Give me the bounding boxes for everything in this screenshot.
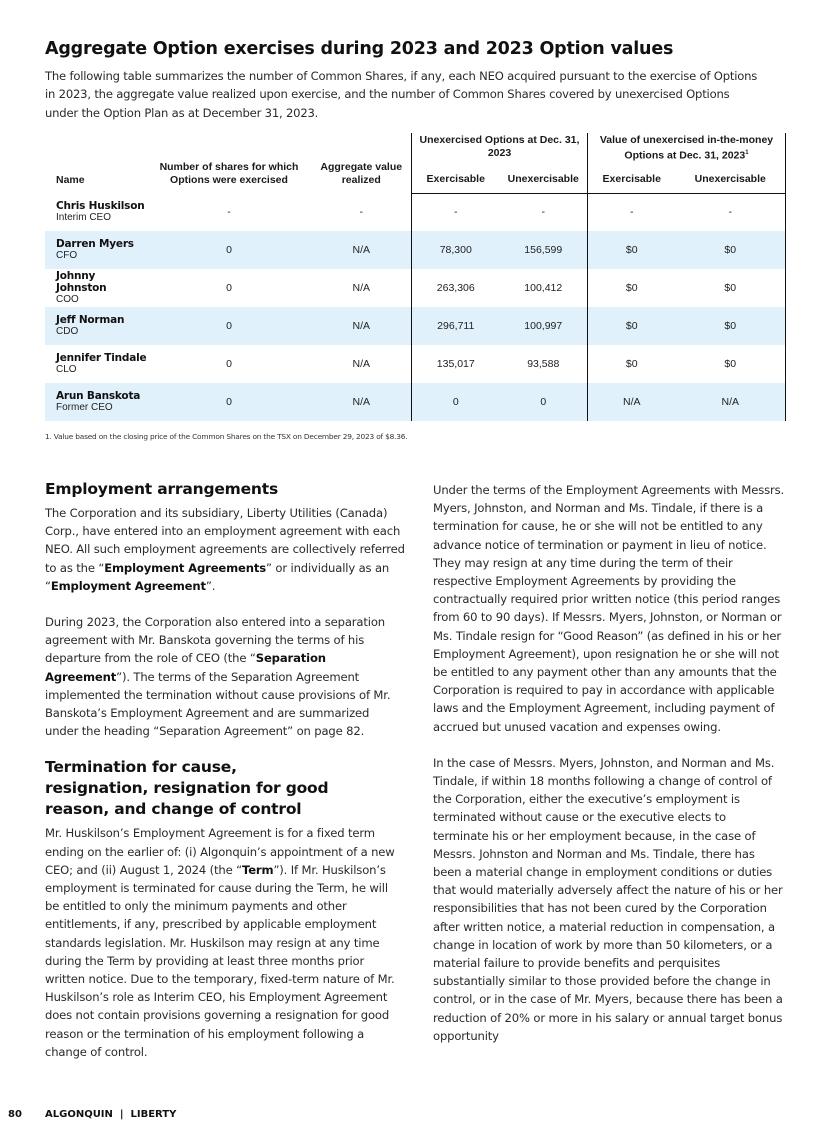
value-unexercisable: $0	[676, 269, 786, 307]
header-group-value	[588, 133, 786, 173]
aggregate-value: N/A	[312, 383, 412, 421]
text: Mr. Huskilson’s Employment Agreement is for a fixed term ending on the earlier of: (i) Algonquin’s appointment of a new CEO; and (ii) August 1, 2024 (the “	[45, 826, 395, 877]
unexercised-exercisable: -	[412, 193, 500, 231]
shares-exercised: -	[227, 206, 231, 218]
aggregate-value: N/A	[312, 231, 412, 269]
defined-term: Employment Agreement	[50, 578, 206, 593]
table-row	[45, 383, 786, 421]
section-title: Aggregate Option exercises during 2023 and 2023 Option values	[45, 39, 674, 59]
shares-exercised: 0	[226, 358, 232, 370]
neo-name: Chris Huskilson	[56, 200, 145, 212]
text: The Corporation and its subsidiary, Liberty Utilities (Canada) Corp., have entered into an employment agreement with each NEO. All such employment agreements are collectively referred to as the “	[45, 506, 405, 575]
neo-role: Former CEO	[56, 402, 113, 413]
value-unexercisable: -	[676, 193, 786, 231]
header-group-unexercised: Unexercised Options at Dec. 31, 2023	[412, 133, 588, 173]
neo-role: Interim CEO	[56, 212, 112, 223]
unexercised-exercisable: 263,306	[412, 269, 500, 307]
paragraph-separation-agreement	[45, 613, 405, 740]
brand-name: ALGONQUIN | LIBERTY	[45, 1109, 177, 1120]
page-number: 80	[8, 1109, 22, 1120]
header-unexercised-exercisable: Exercisable	[412, 173, 500, 193]
neo-name: Darren Myers	[56, 238, 134, 250]
neo-role: CFO	[56, 250, 78, 261]
table-row	[45, 193, 786, 231]
text: ”). If Mr. Huskilson’s employment is terminated for cause during the Term, he will be entitled to only the minimum payments and other entitlements, if any, prescribed by applicable employment standards legislation. Mr. Huskilson may resign at any time during the Term by providing at least three months prior written notice. Due to the temporary, fixed-term nature of Mr. Huskilson’s role as Interim CEO, his Employment Agreement does not contain provisions governing a resignation for good reason or the termination of his employment following a change of control.	[45, 862, 395, 1059]
value-unexercisable: N/A	[676, 383, 786, 421]
value-exercisable: $0	[588, 345, 676, 383]
neo-name: Johnny Johnston	[56, 270, 107, 294]
footnote-mark: 1	[745, 149, 749, 156]
text: During 2023, the Corporation also entered into a separation agreement with Mr. Banskota governing the terms of his departure from the role of CEO (the “	[45, 615, 385, 666]
shares-exercised: 0	[147, 231, 312, 269]
heading-employment-arrangements: Employment arrangements	[45, 480, 278, 498]
aggregate-value: N/A	[352, 282, 370, 294]
header-unexercised-unexercisable: Unexercisable	[500, 173, 588, 193]
table-row	[45, 345, 786, 383]
unexercised-exercisable: 135,017	[412, 345, 500, 383]
shares-exercised: 0	[147, 383, 312, 421]
table-row	[45, 231, 786, 269]
unexercised-exercisable: 296,711	[412, 307, 500, 345]
header-value-unexercisable: Unexercisable	[676, 173, 786, 193]
paragraph-huskilson-term	[45, 824, 405, 1061]
neo-role: COO	[56, 294, 79, 305]
section-intro: The following table summarizes the number of Common Shares, if any, each NEO acquired pursuant to the exercise of Options in 2023, the aggregate value realized upon exercise, and the number of Common Shares covered by unexercised Options under the Option Plan as at December 31, 2023.	[45, 69, 758, 120]
defined-term: Term	[242, 862, 274, 877]
neo-name: Jeff Norman	[56, 314, 125, 326]
defined-term: Employment Agreements	[104, 560, 267, 575]
value-unexercisable: $0	[676, 307, 786, 345]
value-exercisable: -	[588, 193, 676, 231]
value-unexercisable: $0	[676, 231, 786, 269]
value-exercisable: N/A	[588, 383, 676, 421]
unexercised-unexercisable: -	[541, 206, 545, 219]
value-exercisable: $0	[588, 307, 676, 345]
header-name: Name	[56, 173, 85, 186]
unexercised-unexercisable: 93,588	[527, 358, 560, 370]
table-row	[45, 269, 786, 307]
unexercised-exercisable: 0	[412, 383, 500, 421]
unexercised-unexercisable: 156,599	[500, 231, 588, 269]
text: ”). The terms of the Separation Agreement implemented the termination without cause provisions of Mr. Banskota’s Employment Agreement and are summarized under the heading “Separation Agreement” on page 82.	[45, 669, 391, 739]
value-unexercisable: $0	[676, 345, 786, 383]
aggregate-value: N/A	[352, 358, 370, 370]
option-values-table	[45, 133, 786, 421]
paragraph-termination-for-cause: Under the terms of the Employment Agreements with Messrs. Myers, Johnston, and Norman and Ms. Tindale, if there is a termination for cause, he or she will not be entitled to any advance notice of termination or payment in lieu of notice. They may resign at any time during the term of their respective Employment Agreements by providing the contractually required prior written notice (this period ranges from 60 to 90 days). If Messrs. Myers, Johnston, or Norman or Ms. Tindale resign for “Good Reason” (as defined in his or her Employment Agreement), upon resignation he or she will not be entitled to any payment other than any amounts that the Corporation is required to pay in accordance with applicable laws and the Employment Agreement, including payment of accrued but unused vacation and expenses owing.	[433, 483, 785, 734]
table-row	[45, 307, 786, 345]
neo-role: CDO	[56, 326, 79, 337]
unexercised-unexercisable: 100,412	[524, 282, 563, 294]
neo-name: Jennifer Tindale	[56, 352, 147, 364]
table-footnote: 1. Value based on the closing price of the Common Shares on the TSX on December 29, 2023 of $8.36.	[45, 432, 408, 441]
aggregate-value: N/A	[312, 307, 412, 345]
aggregate-value: -	[359, 206, 363, 218]
shares-exercised: 0	[226, 282, 232, 294]
value-exercisable: $0	[588, 269, 676, 307]
neo-name: Arun Banskota	[56, 390, 141, 402]
shares-exercised: 0	[147, 307, 312, 345]
page-footer	[8, 1109, 176, 1120]
header-group-value-label: Value of unexercised in-the-money Options at Dec. 31, 2023	[599, 134, 774, 161]
unexercised-unexercisable: 100,997	[500, 307, 588, 345]
defined-term: Separation Agreement	[45, 651, 326, 684]
header-aggregate-value: Aggregate value realized	[320, 161, 403, 186]
paragraph-change-of-control: In the case of Messrs. Myers, Johnston, and Norman and Ms. Tindale, if within 18 months following a change of control of the Corporation, either the executive’s employment is terminated without cause or the executive elects to terminate his or her employment because, in the case of Messrs. Johnston and Norman and Ms. Tindale, there has been a material change in employment conditions or duties that would materially adversely affect the nature of his or her responsibilities that has not been cured by the Corporation after written notice, a material reduction in compensation, a change in location of work by more than 50 kilometers, or a material failure to provide benefits and perquisites substantially similar to those provided before the change in control, or in the case of Mr. Myers, because there has been a reduction of 20% or more in his salary or annual target bonus opportunity	[433, 755, 783, 1043]
paragraph-employment-agreements	[45, 504, 405, 595]
neo-role: CLO	[56, 364, 77, 375]
header-value-exercisable: Exercisable	[588, 173, 676, 193]
header-shares-exercised: Number of shares for which Options were exercised	[159, 161, 299, 186]
value-exercisable: $0	[588, 231, 676, 269]
heading-termination: Termination for cause, resignation, resignation for good reason, and change of control	[45, 758, 329, 819]
unexercised-unexercisable: 0	[500, 383, 588, 421]
text: ”.	[205, 578, 216, 593]
right-column	[433, 481, 785, 1063]
unexercised-exercisable: 78,300	[412, 231, 500, 269]
text: ” or individually as an “	[45, 560, 390, 593]
left-column	[45, 479, 405, 1079]
